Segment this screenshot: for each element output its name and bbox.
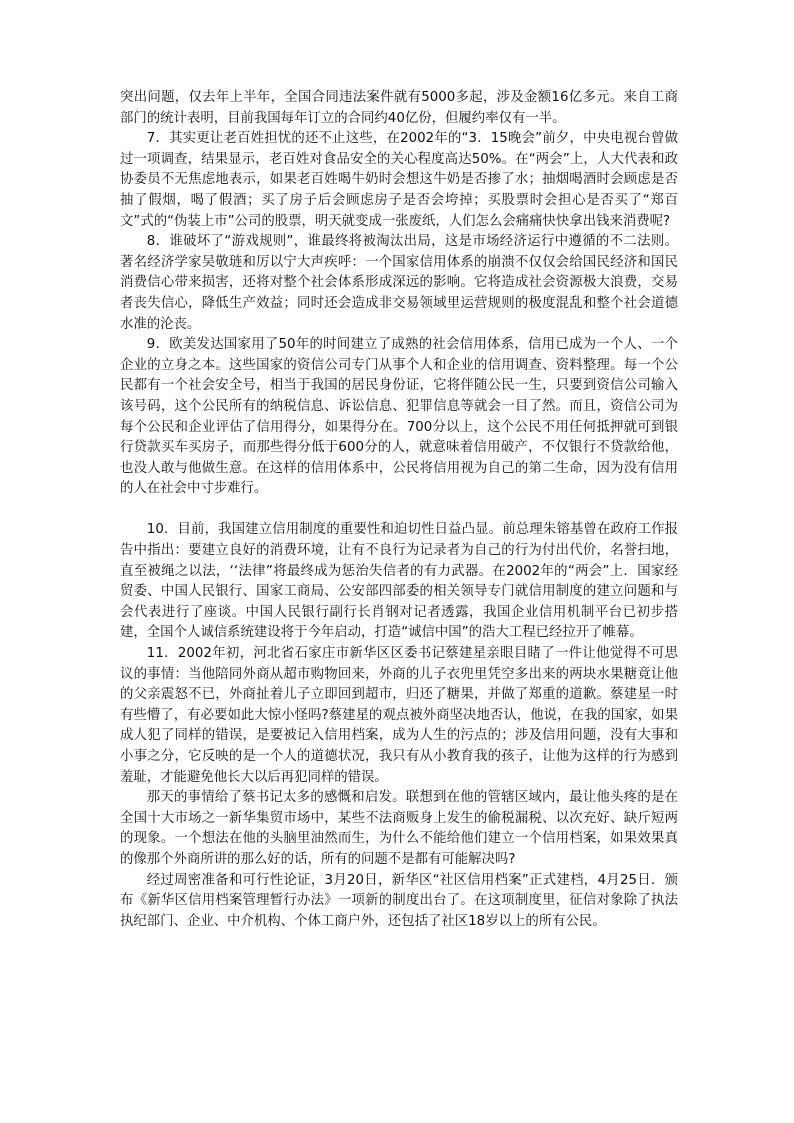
document-body — [120, 88, 678, 932]
paragraph-follow-up: 那天的事情给了蔡书记太多的感慨和启发。联想到在他的管辖区域内，最让他头疼的是在全国十大市场之一新华集贸市场中，某些不法商贩身上发生的偷税漏税、以次充好、缺斤短两的现象。一个想法在他的头脑里油然而生，为什么不能给他们建立一个信用档案，如果效果真的像那个外商所讲的那么好的话，所有的问题不是都有可能解决吗? — [120, 790, 678, 867]
paragraph-7: 7．其实更让老百姓担忧的还不止这些，在2002年的“3．15晚会”前夕，中央电视台曾做过一项调查，结果显示，老百姓对食品安全的关心程度高达50%。在“两会”上，人大代表和政协委员不无焦虑地表示，如果老百姓喝牛奶时会想这牛奶是否掺了水；抽烟喝酒时会顾虑是否抽了假烟，喝了假酒；买了房子后会顾虑房子是否会垮掉；买股票时会担心是否买了“郑百文”式的“伪装上市”公司的股票，明天就变成一张废纸，人们怎么会痛痛快快拿出钱来消费呢? — [120, 131, 678, 229]
paragraph-spacer — [120, 500, 678, 521]
paragraph-8: 8．谁破坏了“游戏规则”，谁最终将被淘汰出局，这是市场经济运行中遵循的不二法则。著名经济学家吴敬琏和厉以宁大声疾呼：一个国家信用体系的崩溃不仅仅会给国民经济和国民消费信心带来损害，还将对整个社会体系形成深远的影响。它将造成社会资源极大浪费，交易者丧失信心，降低生产效益；同时还会造成非交易领域里运营规则的极度混乱和整个社会道德水准的沦丧。 — [120, 234, 678, 332]
paragraph-10: 10．目前，我国建立信用制度的重要性和迫切性日益凸显。前总理朱镕基曾在政府工作报告中指出：要建立良好的消费环境，让有不良行为记录者为自己的行为付出代价，名誉扫地，直至被绳之以法，‘‘法律”将最终成为惩治失信者的有力武器。在2002年的“两会”上．国家经贸委、中国人民银行、国家工商局、公安部四部委的相关领导专门就信用制度的建立问题和与会代表进行了座谈。中国人民银行副行长肖钢对记者透露，我国企业信用机制平台已初步搭建，全国个人诚信系统建设将于今年启动，打造“诚信中国”的浩大工程已经拉开了帷幕。 — [120, 522, 678, 641]
paragraph-intro: 突出问题，仅去年上半年，全国合同违法案件就有5000多起，涉及金额16亿多元。来自工商部门的统计表明，目前我国每年订立的合同约40亿份，但履约率仅有一半。 — [120, 90, 678, 126]
paragraph-conclusion: 经过周密准备和可行性论证，3月20日，新华区“社区信用档案”正式建档，4月25日．颁布《新华区信用档案管理暂行办法》一项新的制度出台了。在这项制度里，征信对象除了执法执纪部门、企业、中介机构、个体工商户外，还包括了社区18岁以上的所有公民。 — [120, 872, 678, 929]
paragraph-9: 9．欧美发达国家用了50年的时间建立了成熟的社会信用体系，信用已成为一个人、一个企业的立身之本。这些国家的资信公司专门从事个人和企业的信用调查、资料整理。每一个公民都有一个社会安全号，相当于我国的居民身份证，它将伴随公民一生，只要到资信公司输入该号码，这个公民所有的纳税信息、诉讼信息、犯罪信息等就会一目了然。而且，资信公司为每个公民和企业评估了信用得分，如果得分在。700分以上，这个公民不用任何抵押就可到银行贷款买车买房子，而那些得分低于600分的人，就意味着信用破产，不仅银行不贷款给他，也没人敢与他做生意。在这样的信用体系中，公民将信用视为自己的第二生命，因为没有信用的人在社会中寸步难行。 — [120, 337, 678, 497]
paragraph-11: 11．2002年初，河北省石家庄市新华区区委书记蔡建星亲眼目睹了一件让他觉得不可思议的事情：当他陪同外商从超市购物回来，外商的儿子衣兜里凭空多出来的两块水果糖竟让他的父亲震怒不已，外商扯着儿子立即回到超市，归还了糖果，并做了郑重的道歉。蔡建星一时有些懵了，有必要如此大惊小怪吗?蔡建星的观点被外商坚决地否认，他说，在我的国家，如果成人犯了同样的错误，是要被记入信用档案，成为人生的污点的；涉及信用问题，没有大事和小事之分，它反映的是一个人的道德状况，我只有从小教育我的孩子，让他为这样的行为感到羞耻，才能避免他长大以后再犯同样的错误。 — [120, 646, 678, 785]
